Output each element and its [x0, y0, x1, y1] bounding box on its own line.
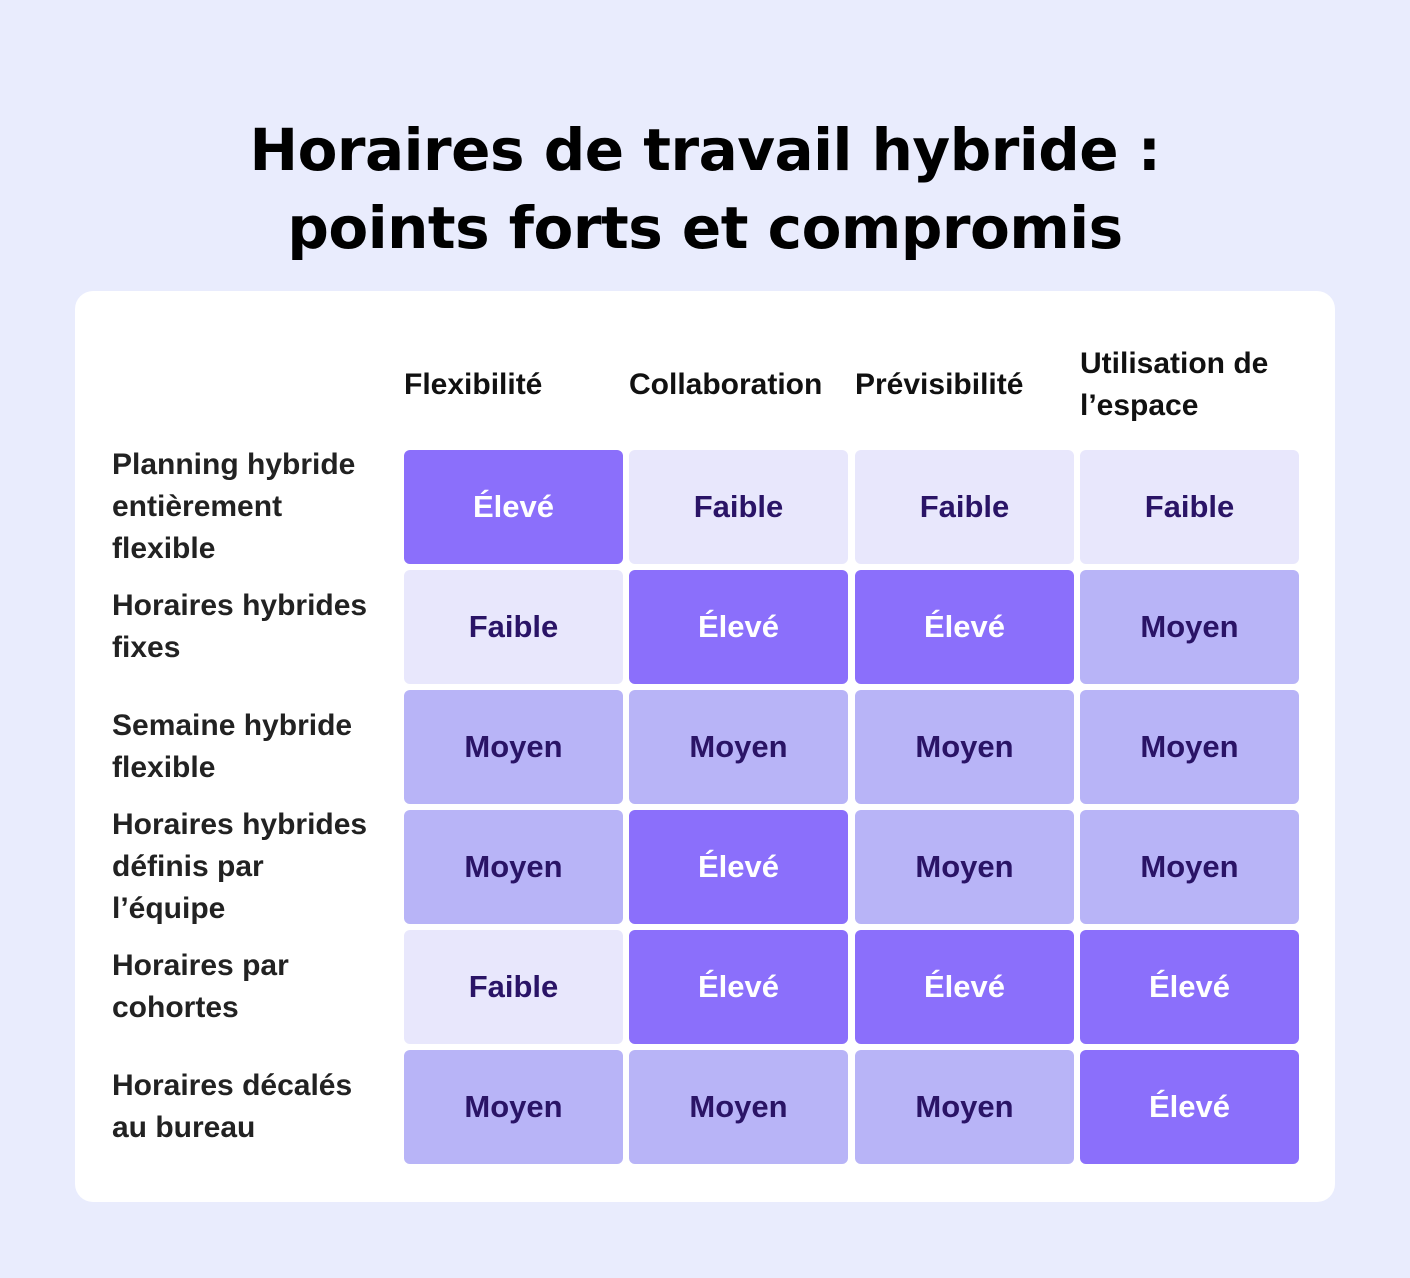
table-cell: Élevé: [855, 570, 1074, 684]
table-cell: Moyen: [855, 810, 1074, 924]
column-header: Flexibilité: [404, 368, 543, 401]
title-line-1: Horaires de travail hybride :: [249, 115, 1161, 184]
column-header: Utilisation de l’espace: [1080, 347, 1269, 422]
row-header: Semaine hybride flexible: [112, 709, 353, 784]
table-cell: Moyen: [404, 690, 623, 804]
title-line-2: points forts et compromis: [287, 193, 1123, 262]
table-cell: Moyen: [1080, 570, 1299, 684]
table-cell: Moyen: [404, 810, 623, 924]
row-header: Horaires hybrides définis par l’équipe: [112, 808, 368, 925]
table-cell: Faible: [404, 930, 623, 1044]
row-header: Horaires hybrides fixes: [112, 589, 368, 664]
table-cell: Élevé: [629, 930, 848, 1044]
table-cell: Faible: [404, 570, 623, 684]
row-header: Horaires par cohortes: [112, 949, 289, 1024]
column-header: Collaboration: [629, 368, 823, 401]
row-header: Horaires décalés au bureau: [112, 1069, 353, 1144]
table-cell: Élevé: [1080, 930, 1299, 1044]
table-cell: Moyen: [404, 1050, 623, 1164]
table-cell: Élevé: [629, 570, 848, 684]
table-cell: Faible: [1080, 450, 1299, 564]
table-cell: Moyen: [1080, 810, 1299, 924]
table-cell: Moyen: [629, 1050, 848, 1164]
chart-title: [0, 111, 1410, 267]
row-header: Planning hybride entièrement flexible: [112, 448, 356, 565]
table-cell: Élevé: [1080, 1050, 1299, 1164]
table-cell: Faible: [629, 450, 848, 564]
table-cell: Moyen: [1080, 690, 1299, 804]
table-cell: Moyen: [855, 690, 1074, 804]
table-cell: Faible: [855, 450, 1074, 564]
column-header: Prévisibilité: [855, 368, 1024, 401]
table-cell: Moyen: [855, 1050, 1074, 1164]
table-cell: Élevé: [629, 810, 848, 924]
table-cell: Élevé: [855, 930, 1074, 1044]
table-cell: Élevé: [404, 450, 623, 564]
table-cell: Moyen: [629, 690, 848, 804]
